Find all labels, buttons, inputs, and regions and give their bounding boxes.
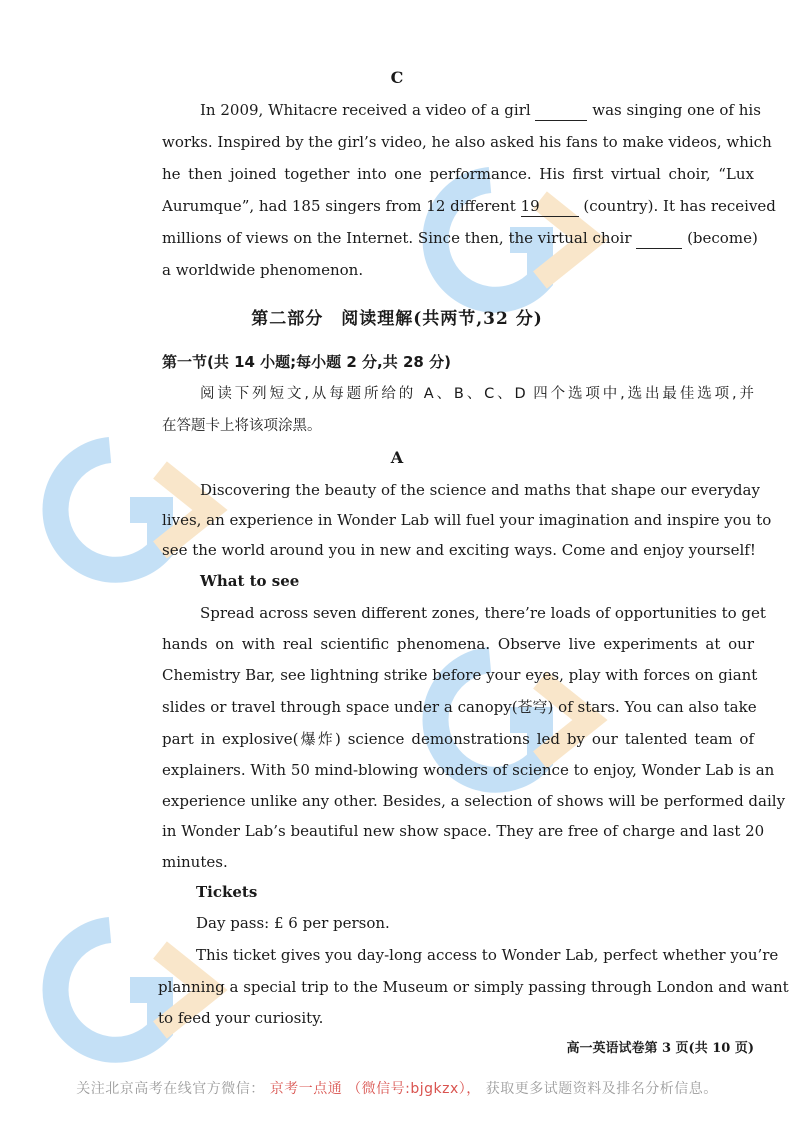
what-to-see-line-1: Spread across seven different zones, there’re loads of opportunities to get [200, 604, 766, 622]
what-to-see-line-2: hands on with real scientific phenomena. Observe live experiments at our [162, 635, 754, 653]
promo-suffix: 获取更多试题资料及排名分析信息。 [485, 1081, 718, 1097]
what-to-see-line-7: experience unlike any other. Besides, a selection of shows will be performed daily [162, 792, 786, 810]
what-to-see-heading: What to see [200, 572, 300, 590]
answer-blank [636, 228, 682, 249]
promo-bar [0, 1078, 794, 1098]
tickets-heading: Tickets [196, 883, 258, 901]
promo-wechat-link[interactable]: 京考一点通 （微信号:bjgkzx）， [269, 1081, 481, 1097]
what-to-see-line-4: slides or travel through space under a canopy(苍穹) of stars. You can also take [162, 698, 757, 716]
tickets-line-3: to feed your curiosity. [158, 1009, 324, 1027]
page-number-label: 高一英语试卷第 3 页(共 10 页) [566, 1041, 754, 1056]
instruction-line-1: 阅读下列短文,从每题所给的 A、B、C、D 四个选项中,选出最佳选项,并 [200, 386, 754, 402]
part2-title: 第二部分 阅读理解(共两节,32 分) [251, 309, 543, 329]
section-c-line-5: millions of views on the Internet. Since then, the virtual choir (become) [162, 229, 758, 247]
section-c-line-4: Aurumque”, had 185 singers from 12 different 19 (country). It has received [162, 197, 776, 215]
what-to-see-line-8: in Wonder Lab’s beautiful new show space. They are free of charge and last 20 [162, 822, 765, 840]
tickets-line-2: planning a special trip to the Museum or simply passing through London and want [158, 978, 789, 996]
intro-line-2: lives, an experience in Wonder Lab will fuel your imagination and inspire you to [162, 511, 772, 529]
instruction-line-2: 在答题卡上将该项涂黑。 [162, 418, 322, 434]
answer-blank [535, 100, 587, 121]
day-pass: Day pass: £ 6 per person. [196, 914, 390, 932]
section-c-line-2: works. Inspired by the girl’s video, he also asked his fans to make videos, which [162, 133, 772, 151]
section-c-line-1: In 2009, Whitacre received a video of a girl was singing one of his [200, 101, 761, 119]
section-a-heading: A [390, 448, 404, 467]
section-c-heading: C [390, 68, 404, 87]
what-to-see-line-5: part in explosive(爆炸) science demonstrations led by our talented team of [162, 730, 754, 748]
section-c-line-6: a worldwide phenomenon. [162, 261, 364, 279]
intro-line-3: see the world around you in new and exciting ways. Come and enjoy yourself! [162, 541, 756, 559]
what-to-see-line-6: explainers. With 50 mind-blowing wonders of science to enjoy, Wonder Lab is an [162, 761, 775, 779]
intro-line-1: Discovering the beauty of the science and maths that shape our everyday [200, 481, 760, 499]
promo-prefix: 关注北京高考在线官方微信： [76, 1081, 265, 1097]
what-to-see-line-9: minutes. [162, 853, 228, 871]
section-c-line-3: he then joined together into one performance. His first virtual choir, “Lux [162, 165, 754, 183]
subsection-title: 第一节(共 14 小题;每小题 2 分,共 28 分) [162, 353, 451, 371]
what-to-see-line-3: Chemistry Bar, see lightning strike before your eyes, play with forces on giant [162, 666, 758, 684]
answer-blank-19: 19 [521, 196, 579, 217]
tickets-line-1: This ticket gives you day-long access to Wonder Lab, perfect whether you’re [196, 946, 779, 964]
